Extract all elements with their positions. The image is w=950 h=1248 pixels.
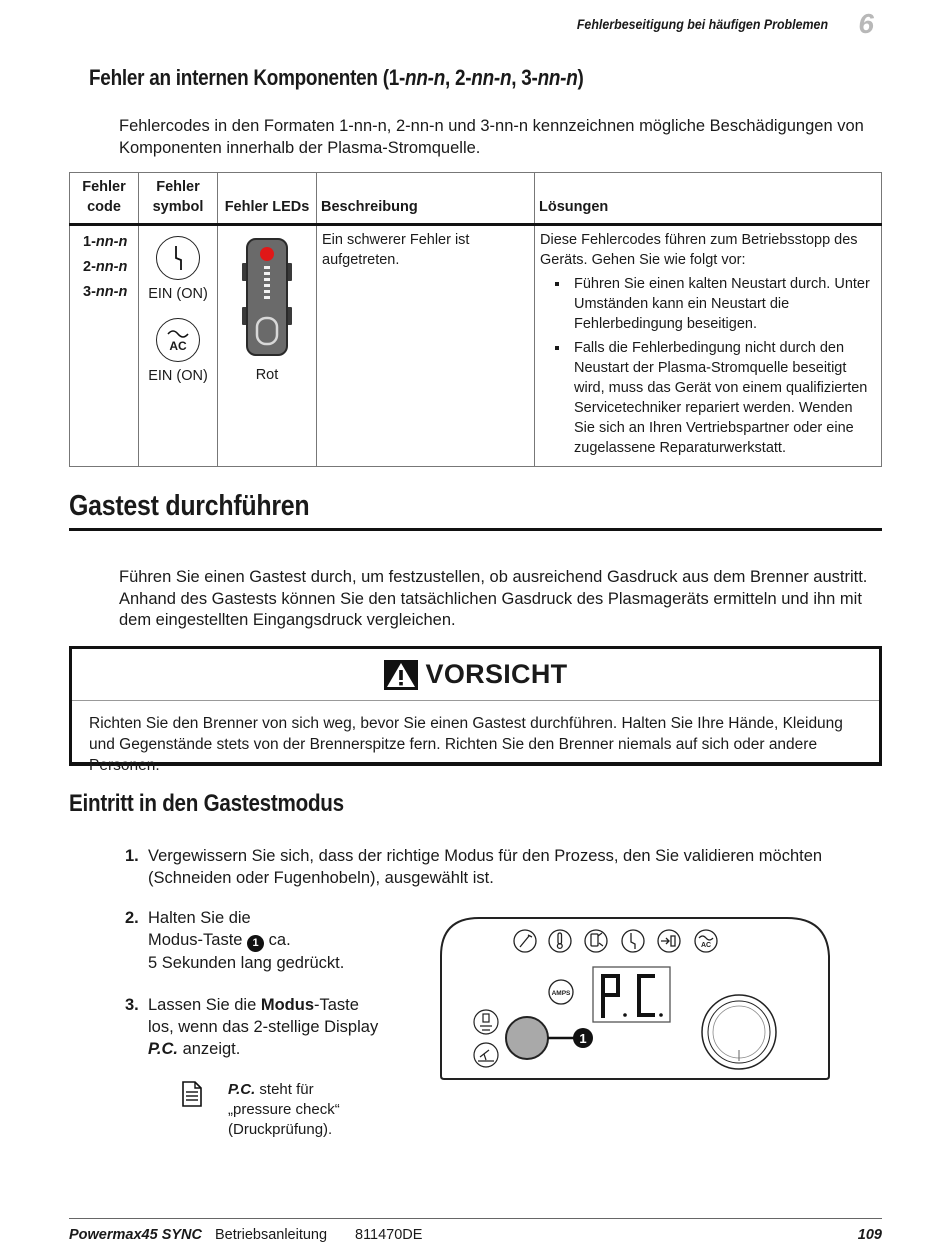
step-2 xyxy=(125,907,408,974)
error-code: 3-nn-n xyxy=(83,284,128,300)
error-symbol-cell xyxy=(139,225,218,467)
step-text: Halten Sie die xyxy=(148,909,251,927)
note-text: (Druckprüfung). xyxy=(228,1121,333,1138)
error-led-cell xyxy=(218,225,317,467)
solution-list xyxy=(540,274,876,458)
step-number: 2. xyxy=(125,909,139,927)
footer-doc-type: Betriebsanleitung xyxy=(215,1227,328,1243)
note-text: „pressure check“ xyxy=(228,1101,340,1118)
step-text: Vergewissern Sie sich, dass der richtige Modus für den Prozess, den Sie validieren möchten (Schneiden oder Fugenhobeln), ausgewählt ist. xyxy=(148,847,823,887)
step-number: 1. xyxy=(125,847,139,865)
solutions-cell xyxy=(535,225,882,467)
section-title-enter-gas-test-mode: Eintritt in den Gastestmodus xyxy=(69,790,344,817)
section-rule xyxy=(69,528,882,531)
note-code: P.C. xyxy=(228,1081,256,1098)
solution-item: ▪ Führen Sie einen kalten Neustart durch. Unter Umständen kann ein Neustart die Fehlerbedingung beseitigen. xyxy=(570,274,876,334)
caution-title: VORSICHT xyxy=(425,659,568,689)
note-icon xyxy=(181,1081,203,1107)
description-text: Ein schwerer Fehler ist aufgetreten. xyxy=(322,232,470,268)
col-header-leds: Fehler LEDs xyxy=(218,173,317,225)
caution-header xyxy=(72,649,879,701)
chapter-number: 6 xyxy=(858,8,874,39)
col-header-symbol: Fehler symbol xyxy=(139,173,218,225)
mode-button xyxy=(506,1017,548,1059)
error-codes-cell xyxy=(70,225,139,467)
error-code: 2-nn-n xyxy=(83,259,128,275)
error-table xyxy=(69,172,882,467)
symbol-state: EIN (ON) xyxy=(148,368,208,384)
section-title-internal-components xyxy=(89,65,584,91)
step-text: Modus-Taste xyxy=(148,931,243,949)
amps-label: AMPS xyxy=(551,990,571,997)
warning-triangle-icon xyxy=(384,660,418,690)
callout-number: 1 xyxy=(579,1031,587,1046)
step-1 xyxy=(125,845,888,889)
caution-text: Richten Sie den Brenner von sich weg, bevor Sie einen Gastest durchführen. Halten Sie Ihre Hände, Kleidung und Gegenstände stets von der Brennerspitze fern. Richten Sie den Brenner niemals auf sich oder andere Personen. xyxy=(89,715,843,774)
col-header-solutions: Lösungen xyxy=(535,173,882,225)
section-intro: Fehlercodes in den Formaten 1-nn-n, 2-nn-n und 3-nn-n kennzeichnen mögliche Beschädigungen von Komponenten innerhalb der Plasma-Stromquelle. xyxy=(119,117,864,157)
page-number: 109 xyxy=(857,1227,882,1243)
error-code: 1-nn-n xyxy=(83,234,128,250)
running-header-title: Fehlerbeseitigung bei häufigen Problemen xyxy=(576,17,828,32)
step-text: -Taste los, wenn das 2-stellige Display xyxy=(148,996,379,1036)
solution-intro: Diese Fehlercodes führen zum Betriebsstopp des Geräts. Gehen Sie wie folgt vor: xyxy=(540,232,858,268)
section-title-gas-test: Gastest durchführen xyxy=(69,490,310,522)
ac-input-icon xyxy=(156,318,200,362)
footer-product: Powermax45 SYNC xyxy=(69,1227,202,1243)
led-color-label: Rot xyxy=(255,367,279,383)
led-panel-icon xyxy=(242,235,292,359)
step-text-bold: Modus xyxy=(260,996,315,1014)
solution-item: ▪ Falls die Fehlerbedingung nicht durch den Neustart der Plasma-Stromquelle beseitigt wird, muss das Gerät von einem qualifizierten Servicetechniker repariert werden. Wenden Sie sich an Ihren Vertriebspartner oder eine zugelassene Reparaturwerkstatt. xyxy=(570,338,876,458)
control-panel-illustration xyxy=(437,916,831,1080)
ac-label: AC xyxy=(700,942,712,949)
step-text: anzeigt. xyxy=(182,1040,241,1058)
step-text: 5 Sekunden lang gedrückt. xyxy=(148,954,345,972)
note-text: steht für xyxy=(259,1081,314,1098)
step-number: 3. xyxy=(125,996,139,1014)
note xyxy=(228,1080,340,1140)
step-text: ca. xyxy=(268,931,291,949)
ac-label: AC xyxy=(169,339,187,353)
gas-test-intro: Führen Sie einen Gastest durch, um festzustellen, ob ausreichend Gasdruck aus dem Brenner austritt. Anhand des Gastests können Sie den tatsächlichen Gasdruck des Plasmageräts ermitteln und ihn mit dem eingestellten Eingangsdruck vergleichen. xyxy=(119,568,868,629)
footer-part-number: 811470DE xyxy=(355,1227,423,1243)
footer-rule xyxy=(69,1218,882,1219)
internal-error-icon xyxy=(156,236,200,280)
step-3 xyxy=(125,994,388,1060)
caution-box xyxy=(69,646,882,774)
symbol-state: EIN (ON) xyxy=(148,286,208,302)
display-code: P.C. xyxy=(148,1040,178,1058)
col-header-description: Beschreibung xyxy=(317,173,535,225)
step-text: Lassen Sie die xyxy=(148,996,257,1014)
col-header-code: Fehler code xyxy=(70,173,139,225)
section-title-text: Fehler an internen Komponenten (1-nn-n, 2-nn-n, 3-nn-n) xyxy=(89,65,584,90)
callout-badge: 1 xyxy=(247,935,264,952)
description-cell xyxy=(317,225,535,467)
